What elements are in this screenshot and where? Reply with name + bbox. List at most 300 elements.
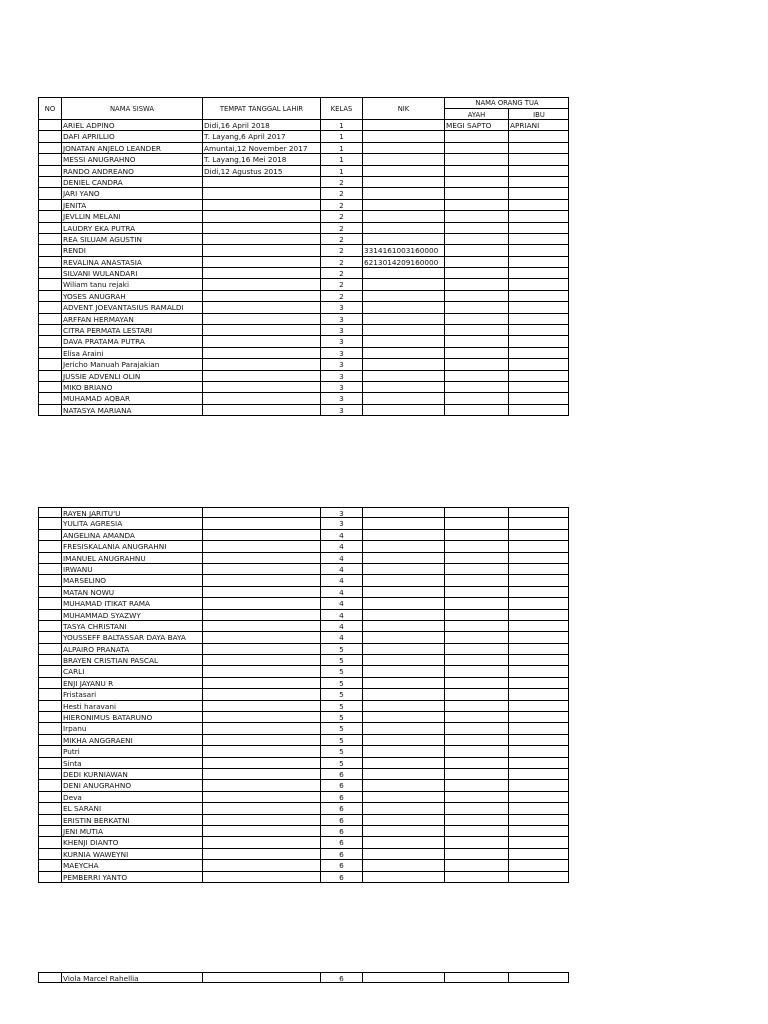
table-row: [38, 655, 569, 666]
cell-ibu: [508, 541, 569, 551]
cell-ibu: [508, 678, 569, 688]
cell-nik: [362, 541, 444, 551]
cell-kelas: 5: [320, 644, 362, 654]
cell-kelas: 3: [320, 336, 362, 346]
cell-tempat-tanggal-lahir: [202, 393, 320, 403]
cell-ayah: [444, 530, 508, 540]
cell-tempat-tanggal-lahir: [202, 200, 320, 210]
cell-kelas: 3: [320, 371, 362, 381]
cell-nik: [362, 973, 444, 982]
cell-ibu: [508, 518, 569, 528]
cell-ayah: [444, 632, 508, 642]
cell-no: [39, 803, 61, 813]
cell-kelas: 1: [320, 120, 362, 130]
cell-ibu: [508, 746, 569, 756]
cell-nama-siswa: REVALINA ANASTASIA: [61, 257, 202, 267]
cell-no: [39, 973, 61, 982]
cell-nik: [362, 815, 444, 825]
table-row: [38, 689, 569, 700]
cell-ibu: [508, 143, 569, 153]
cell-no: [39, 268, 61, 278]
cell-tempat-tanggal-lahir: [202, 518, 320, 528]
cell-kelas: 2: [320, 223, 362, 233]
table-row: [38, 234, 569, 245]
cell-nama-siswa: SILVANI WULANDARI: [61, 268, 202, 278]
cell-ibu: [508, 348, 569, 358]
cell-ibu: [508, 382, 569, 392]
cell-kelas: 3: [320, 359, 362, 369]
cell-nama-siswa: ERISTIN BERKATNI: [61, 815, 202, 825]
header-ibu: IBU: [508, 109, 569, 120]
cell-ibu: [508, 780, 569, 790]
cell-nik: [362, 610, 444, 620]
table-row: [38, 279, 569, 290]
cell-nik: 6213014209160000: [362, 257, 444, 267]
cell-kelas: 5: [320, 701, 362, 711]
table-row: [38, 792, 569, 803]
cell-nama-siswa: Jericho Manuah Parajakian: [61, 359, 202, 369]
cell-tempat-tanggal-lahir: [202, 325, 320, 335]
cell-no: [39, 348, 61, 358]
table-row: [38, 223, 569, 234]
header-nama-siswa: NAMA SISWA: [61, 98, 202, 119]
cell-tempat-tanggal-lahir: [202, 610, 320, 620]
cell-kelas: 3: [320, 382, 362, 392]
cell-ayah: [444, 837, 508, 847]
cell-nik: [362, 803, 444, 813]
cell-nama-siswa: RANDO ANDREANO: [61, 166, 202, 176]
cell-ayah: [444, 382, 508, 392]
cell-nama-siswa: MUHAMMAD SYAZWY: [61, 610, 202, 620]
cell-no: [39, 291, 61, 301]
cell-no: [39, 200, 61, 210]
cell-nama-siswa: MESSI ANUGRAHNO: [61, 154, 202, 164]
cell-ayah: [444, 234, 508, 244]
cell-kelas: 4: [320, 610, 362, 620]
table-row: [38, 177, 569, 188]
cell-tempat-tanggal-lahir: [202, 723, 320, 733]
cell-tempat-tanggal-lahir: [202, 973, 320, 982]
table-row: [38, 621, 569, 632]
cell-nama-siswa: CARLI: [61, 666, 202, 676]
cell-nik: [362, 575, 444, 585]
table-row: [38, 291, 569, 302]
cell-kelas: 5: [320, 666, 362, 676]
cell-nama-siswa: Putri: [61, 746, 202, 756]
cell-kelas: 5: [320, 712, 362, 722]
table-row: [38, 302, 569, 313]
cell-no: [39, 302, 61, 312]
cell-nama-siswa: MIKHA ANGGRAENI: [61, 735, 202, 745]
cell-nik: [362, 371, 444, 381]
cell-ayah: [444, 371, 508, 381]
cell-nama-siswa: JENITA: [61, 200, 202, 210]
cell-ayah: [444, 872, 508, 882]
cell-tempat-tanggal-lahir: [202, 359, 320, 369]
table-row: [38, 849, 569, 860]
cell-no: [39, 849, 61, 859]
cell-ibu: [508, 188, 569, 198]
cell-no: [39, 587, 61, 597]
cell-ibu: [508, 291, 569, 301]
cell-ayah: [444, 177, 508, 187]
cell-ibu: [508, 632, 569, 642]
cell-nama-siswa: Hesti haravani: [61, 701, 202, 711]
cell-tempat-tanggal-lahir: [202, 188, 320, 198]
cell-nama-siswa: MATAN NOWU: [61, 587, 202, 597]
cell-ibu: [508, 769, 569, 779]
cell-ayah: [444, 564, 508, 574]
table-row: [38, 371, 569, 382]
table-row: [38, 564, 569, 575]
cell-kelas: 3: [320, 518, 362, 528]
table-row: [38, 666, 569, 677]
cell-ibu: [508, 177, 569, 187]
cell-ibu: [508, 325, 569, 335]
table-row: [38, 723, 569, 734]
cell-ibu: [508, 405, 569, 415]
cell-ibu: [508, 564, 569, 574]
cell-kelas: 5: [320, 746, 362, 756]
cell-nik: [362, 382, 444, 392]
cell-ibu: [508, 211, 569, 221]
cell-ibu: [508, 610, 569, 620]
cell-ayah: [444, 359, 508, 369]
cell-ayah: [444, 405, 508, 415]
cell-ayah: [444, 143, 508, 153]
cell-ayah: [444, 245, 508, 255]
cell-ayah: [444, 223, 508, 233]
cell-kelas: 5: [320, 758, 362, 768]
cell-nik: [362, 769, 444, 779]
cell-no: [39, 792, 61, 802]
cell-kelas: 2: [320, 177, 362, 187]
cell-nik: [362, 792, 444, 802]
cell-tempat-tanggal-lahir: T. Layang,16 Mei 2018: [202, 154, 320, 164]
cell-tempat-tanggal-lahir: [202, 314, 320, 324]
cell-ayah: [444, 393, 508, 403]
table-row: [38, 166, 569, 177]
cell-tempat-tanggal-lahir: [202, 826, 320, 836]
cell-no: [39, 211, 61, 221]
table-row: [38, 780, 569, 791]
cell-tempat-tanggal-lahir: [202, 530, 320, 540]
cell-no: [39, 245, 61, 255]
cell-kelas: 2: [320, 188, 362, 198]
cell-ayah: [444, 758, 508, 768]
cell-ibu: [508, 508, 569, 517]
cell-nama-siswa: TASYA CHRISTANI: [61, 621, 202, 631]
cell-kelas: 4: [320, 553, 362, 563]
table-row: [38, 712, 569, 723]
cell-kelas: 6: [320, 826, 362, 836]
cell-no: [39, 655, 61, 665]
cell-nik: [362, 553, 444, 563]
cell-ayah: [444, 541, 508, 551]
cell-kelas: 2: [320, 200, 362, 210]
cell-no: [39, 769, 61, 779]
cell-ayah: [444, 735, 508, 745]
cell-ibu: [508, 268, 569, 278]
cell-no: [39, 223, 61, 233]
cell-ayah: [444, 598, 508, 608]
cell-no: [39, 336, 61, 346]
cell-kelas: 4: [320, 541, 362, 551]
cell-no: [39, 712, 61, 722]
cell-nama-siswa: JENI MUTIA: [61, 826, 202, 836]
cell-ibu: [508, 336, 569, 346]
cell-no: [39, 405, 61, 415]
table-row: [38, 610, 569, 621]
cell-nik: [362, 166, 444, 176]
cell-ayah: [444, 325, 508, 335]
cell-tempat-tanggal-lahir: Didi,12 Agustus 2015: [202, 166, 320, 176]
cell-tempat-tanggal-lahir: [202, 541, 320, 551]
cell-ayah: [444, 973, 508, 982]
cell-kelas: 6: [320, 973, 362, 982]
cell-kelas: 1: [320, 166, 362, 176]
cell-ayah: [444, 291, 508, 301]
cell-nama-siswa: YULITA AGRESIA: [61, 518, 202, 528]
table-row: [38, 837, 569, 848]
cell-nama-siswa: DENIEL CANDRA: [61, 177, 202, 187]
table-row: [38, 359, 569, 370]
student-table-section-2: [38, 507, 569, 883]
cell-kelas: 2: [320, 257, 362, 267]
cell-nik: [362, 211, 444, 221]
cell-ibu: [508, 131, 569, 141]
cell-tempat-tanggal-lahir: [202, 245, 320, 255]
cell-no: [39, 723, 61, 733]
cell-ibu: [508, 815, 569, 825]
cell-nama-siswa: IRWANU: [61, 564, 202, 574]
cell-nik: [362, 849, 444, 859]
cell-ayah: [444, 131, 508, 141]
cell-tempat-tanggal-lahir: [202, 405, 320, 415]
cell-nama-siswa: Fristasari: [61, 689, 202, 699]
cell-kelas: 4: [320, 598, 362, 608]
cell-ayah: [444, 518, 508, 528]
cell-nama-siswa: DAVA PRATAMA PUTRA: [61, 336, 202, 346]
cell-nama-siswa: NATASYA MARIANA: [61, 405, 202, 415]
cell-nama-siswa: FRESISKALANIA ANUGRAHNI: [61, 541, 202, 551]
cell-no: [39, 325, 61, 335]
cell-tempat-tanggal-lahir: [202, 291, 320, 301]
table-row: [38, 211, 569, 222]
cell-nik: [362, 348, 444, 358]
cell-ayah: [444, 575, 508, 585]
table-row: [38, 678, 569, 689]
cell-nik: [362, 758, 444, 768]
cell-nama-siswa: CITRA PERMATA LESTARI: [61, 325, 202, 335]
cell-kelas: 6: [320, 803, 362, 813]
cell-nik: [362, 701, 444, 711]
cell-tempat-tanggal-lahir: [202, 849, 320, 859]
cell-ayah: [444, 712, 508, 722]
cell-ibu: [508, 689, 569, 699]
cell-nik: [362, 405, 444, 415]
cell-kelas: 2: [320, 279, 362, 289]
cell-no: [39, 644, 61, 654]
cell-kelas: 4: [320, 632, 362, 642]
cell-nik: [362, 268, 444, 278]
cell-tempat-tanggal-lahir: [202, 872, 320, 882]
cell-no: [39, 279, 61, 289]
cell-nama-siswa: HIERONIMUS BATARUNO: [61, 712, 202, 722]
cell-ayah: [444, 746, 508, 756]
cell-no: [39, 177, 61, 187]
cell-nama-siswa: ADVENT JOEVANTASIUS RAMALDI: [61, 302, 202, 312]
cell-nama-siswa: DEDI KURNIAWAN: [61, 769, 202, 779]
cell-nik: [362, 393, 444, 403]
cell-ayah: [444, 336, 508, 346]
cell-tempat-tanggal-lahir: Didi,16 April 2018: [202, 120, 320, 130]
cell-ayah: [444, 666, 508, 676]
cell-nik: [362, 223, 444, 233]
cell-ibu: [508, 530, 569, 540]
table-row: [38, 758, 569, 769]
cell-ibu: [508, 223, 569, 233]
cell-ibu: [508, 644, 569, 654]
cell-ibu: [508, 371, 569, 381]
cell-no: [39, 120, 61, 130]
cell-nik: [362, 666, 444, 676]
table-row: [38, 644, 569, 655]
table-row: [38, 393, 569, 404]
cell-tempat-tanggal-lahir: Amuntai,12 November 2017: [202, 143, 320, 153]
cell-kelas: 1: [320, 131, 362, 141]
cell-nik: [362, 234, 444, 244]
cell-nama-siswa: ANGELINA AMANDA: [61, 530, 202, 540]
cell-no: [39, 530, 61, 540]
cell-ayah: [444, 268, 508, 278]
cell-nama-siswa: YOSES ANUGRAH: [61, 291, 202, 301]
table-row: [38, 587, 569, 598]
cell-tempat-tanggal-lahir: [202, 598, 320, 608]
cell-no: [39, 666, 61, 676]
cell-tempat-tanggal-lahir: [202, 223, 320, 233]
cell-tempat-tanggal-lahir: [202, 508, 320, 517]
cell-no: [39, 872, 61, 882]
cell-nama-siswa: JEVLLIN MELANI: [61, 211, 202, 221]
cell-nik: [362, 746, 444, 756]
cell-nama-siswa: ARIEL ADPINO: [61, 120, 202, 130]
cell-kelas: 4: [320, 587, 362, 597]
cell-nik: [362, 860, 444, 870]
cell-kelas: 6: [320, 860, 362, 870]
cell-tempat-tanggal-lahir: [202, 632, 320, 642]
cell-no: [39, 154, 61, 164]
cell-tempat-tanggal-lahir: [202, 382, 320, 392]
cell-no: [39, 575, 61, 585]
cell-ibu: [508, 723, 569, 733]
cell-nik: [362, 837, 444, 847]
cell-nik: [362, 302, 444, 312]
cell-tempat-tanggal-lahir: [202, 371, 320, 381]
cell-nik: [362, 678, 444, 688]
table-header: [38, 97, 569, 120]
cell-ayah: [444, 815, 508, 825]
cell-nama-siswa: BRAYEN CRISTIAN PASCAL: [61, 655, 202, 665]
cell-ibu: [508, 701, 569, 711]
cell-ibu: [508, 666, 569, 676]
cell-ayah: [444, 302, 508, 312]
cell-kelas: 2: [320, 234, 362, 244]
cell-nik: [362, 120, 444, 130]
cell-kelas: 3: [320, 393, 362, 403]
cell-ayah: [444, 769, 508, 779]
cell-nama-siswa: Elisa Araini: [61, 348, 202, 358]
cell-nama-siswa: DENI ANUGRAHNO: [61, 780, 202, 790]
cell-kelas: 1: [320, 154, 362, 164]
cell-tempat-tanggal-lahir: [202, 837, 320, 847]
table-row: [38, 803, 569, 814]
cell-no: [39, 758, 61, 768]
table-row: [38, 598, 569, 609]
cell-kelas: 5: [320, 689, 362, 699]
cell-nik: [362, 177, 444, 187]
cell-ayah: [444, 644, 508, 654]
table-row: [38, 826, 569, 837]
cell-no: [39, 621, 61, 631]
cell-nik: [362, 780, 444, 790]
cell-nik: 3314161003160000: [362, 245, 444, 255]
cell-ibu: [508, 837, 569, 847]
cell-nik: [362, 655, 444, 665]
cell-nik: [362, 200, 444, 210]
cell-no: [39, 393, 61, 403]
cell-no: [39, 564, 61, 574]
cell-nama-siswa: KHENJI DIANTO: [61, 837, 202, 847]
cell-nama-siswa: MARSELINO: [61, 575, 202, 585]
cell-nik: [362, 518, 444, 528]
cell-kelas: 5: [320, 655, 362, 665]
cell-ibu: [508, 973, 569, 982]
cell-ayah: [444, 279, 508, 289]
cell-nama-siswa: DAFI APRILLIO: [61, 131, 202, 141]
cell-nik: [362, 188, 444, 198]
cell-tempat-tanggal-lahir: [202, 701, 320, 711]
table-row: [38, 348, 569, 359]
cell-nama-siswa: LAUDRY EKA PUTRA: [61, 223, 202, 233]
cell-kelas: 1: [320, 143, 362, 153]
table-row: [38, 120, 569, 131]
cell-ibu: [508, 257, 569, 267]
cell-kelas: 4: [320, 564, 362, 574]
cell-nik: [362, 325, 444, 335]
cell-ibu: [508, 302, 569, 312]
cell-tempat-tanggal-lahir: [202, 735, 320, 745]
student-table-section-3: [38, 972, 569, 983]
table-row: [38, 143, 569, 154]
cell-ibu: [508, 826, 569, 836]
table-row: [38, 200, 569, 211]
cell-no: [39, 860, 61, 870]
cell-kelas: 2: [320, 211, 362, 221]
table-row: [38, 325, 569, 336]
table-row: [38, 769, 569, 780]
cell-ibu: [508, 621, 569, 631]
cell-ayah: [444, 792, 508, 802]
cell-tempat-tanggal-lahir: [202, 575, 320, 585]
cell-no: [39, 131, 61, 141]
header-nik: NIK: [362, 98, 444, 119]
cell-nik: [362, 587, 444, 597]
cell-tempat-tanggal-lahir: [202, 279, 320, 289]
cell-nama-siswa: ARFFAN HERMAYAN: [61, 314, 202, 324]
cell-tempat-tanggal-lahir: [202, 815, 320, 825]
cell-kelas: 3: [320, 314, 362, 324]
